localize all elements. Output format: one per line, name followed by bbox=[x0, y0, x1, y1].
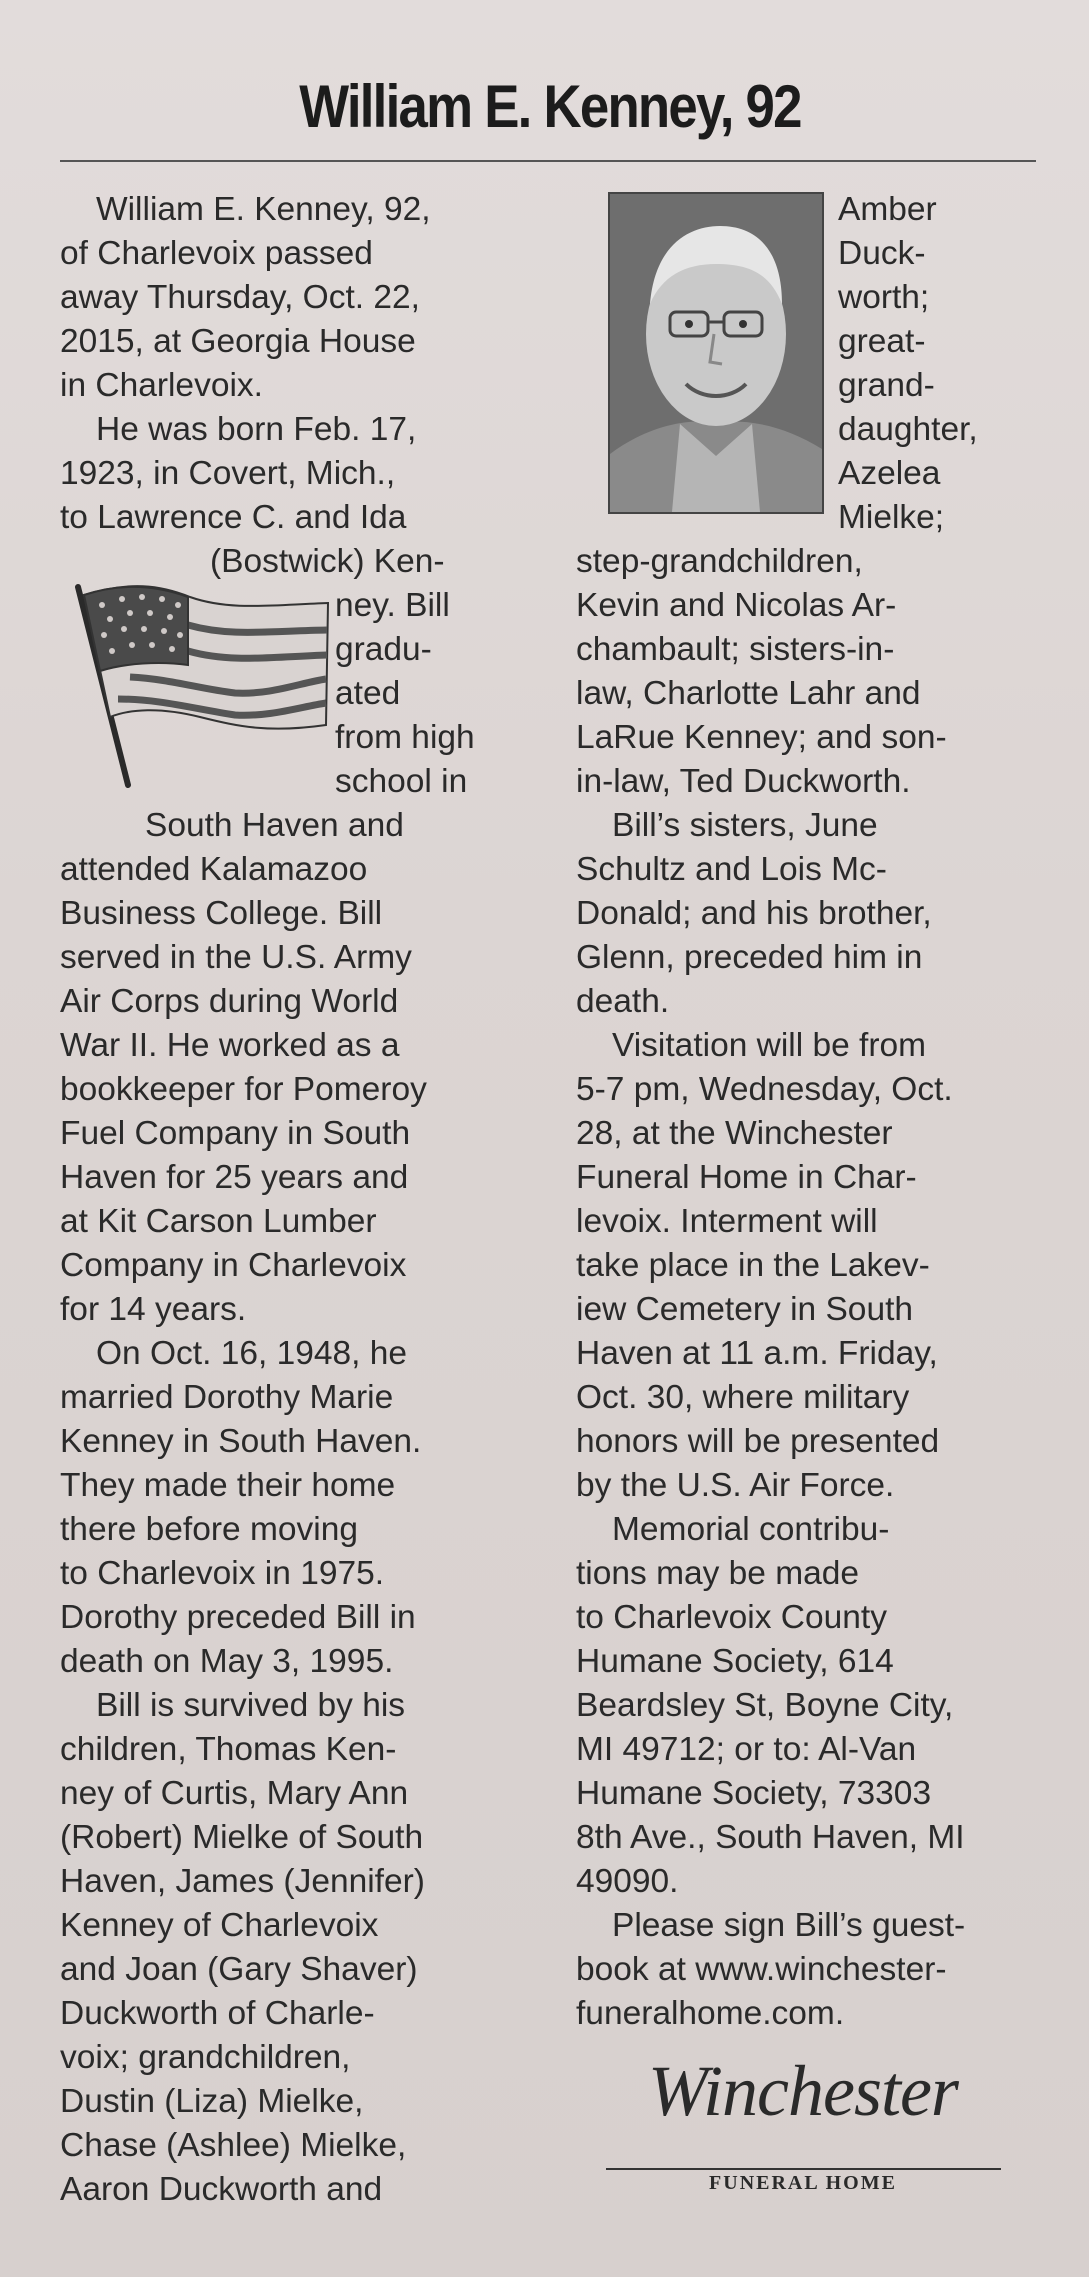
text-line: Haven, James (Jennifer) bbox=[60, 1863, 425, 1900]
text-line: Air Corps during World bbox=[60, 983, 399, 1020]
text-line: children, Thomas Ken- bbox=[60, 1731, 397, 1768]
text-line: War II. He worked as a bbox=[60, 1027, 400, 1064]
text-line: gradu- bbox=[335, 631, 432, 668]
text-line: from high bbox=[335, 719, 475, 756]
text-line: MI 49712; or to: Al-Van bbox=[576, 1731, 917, 1768]
text-line: Aaron Duckworth and bbox=[60, 2171, 383, 2208]
text-line: Duck- bbox=[838, 235, 926, 272]
text-line: Fuel Company in South bbox=[60, 1115, 411, 1152]
text-line: Bill’s sisters, June bbox=[612, 807, 878, 844]
text-line: Amber bbox=[838, 191, 937, 228]
text-line: Duckworth of Charle- bbox=[60, 1995, 375, 2032]
text-line: Memorial contribu- bbox=[612, 1511, 890, 1548]
text-line: ney. Bill bbox=[335, 587, 450, 624]
text-line: death on May 3, 1995. bbox=[60, 1643, 394, 1680]
text-line: Kenney in South Haven. bbox=[60, 1423, 422, 1460]
text-line: voix; grandchildren, bbox=[60, 2039, 351, 2076]
text-line: married Dorothy Marie bbox=[60, 1379, 394, 1416]
text-line: Humane Society, 73303 bbox=[576, 1775, 932, 1812]
text-line: William E. Kenney, 92, bbox=[96, 191, 431, 228]
text-line: Donald; and his brother, bbox=[576, 895, 932, 932]
text-line: ney of Curtis, Mary Ann bbox=[60, 1775, 409, 1812]
text-line: Schultz and Lois Mc- bbox=[576, 851, 887, 888]
text-line: (Robert) Mielke of South bbox=[60, 1819, 424, 1856]
text-line: away Thursday, Oct. 22, bbox=[60, 279, 420, 316]
text-line: Haven for 25 years and bbox=[60, 1159, 409, 1196]
text-line: daughter, bbox=[838, 411, 978, 448]
text-line: grand- bbox=[838, 367, 935, 404]
text-line: served in the U.S. Army bbox=[60, 939, 412, 976]
text-line: 2015, at Georgia House bbox=[60, 323, 416, 360]
text-line: Humane Society, 614 bbox=[576, 1643, 894, 1680]
text-line: step-grandchildren, bbox=[576, 543, 863, 580]
logo-wordmark: Winchester bbox=[648, 2051, 958, 2131]
text-line: ated bbox=[335, 675, 401, 712]
text-line: Please sign Bill’s guest- bbox=[612, 1907, 966, 1944]
portrait-photo bbox=[608, 192, 824, 514]
text-line: Funeral Home in Char- bbox=[576, 1159, 917, 1196]
text-line: Company in Charlevoix bbox=[60, 1247, 407, 1284]
text-line: Visitation will be from bbox=[612, 1027, 927, 1064]
text-line: Kenney of Charlevoix bbox=[60, 1907, 379, 1944]
text-line: funeralhome.com. bbox=[576, 1995, 845, 2032]
text-line: to Lawrence C. and Ida bbox=[60, 499, 407, 536]
text-line: Beardsley St, Boyne City, bbox=[576, 1687, 954, 1724]
text-line: Bill is survived by his bbox=[96, 1687, 406, 1724]
text-line: Glenn, preceded him in bbox=[576, 939, 923, 976]
text-line: for 14 years. bbox=[60, 1291, 247, 1328]
logo-rule bbox=[606, 2168, 1001, 2170]
obituary-headline: William E. Kenney, 92 bbox=[299, 73, 801, 140]
text-line: LaRue Kenney; and son- bbox=[576, 719, 947, 756]
text-line: 5-7 pm, Wednesday, Oct. bbox=[576, 1071, 953, 1108]
left-column bbox=[60, 188, 530, 2212]
text-line: tions may be made bbox=[576, 1555, 860, 1592]
text-line: iew Cemetery in South bbox=[576, 1291, 914, 1328]
text-line: take place in the Lakev- bbox=[576, 1247, 930, 1284]
text-line: 49090. bbox=[576, 1863, 679, 1900]
text-line: law, Charlotte Lahr and bbox=[576, 675, 921, 712]
text-line: to Charlevoix County bbox=[576, 1599, 887, 1636]
text-line: 28, at the Winchester bbox=[576, 1115, 893, 1152]
text-line: in-law, Ted Duckworth. bbox=[576, 763, 911, 800]
american-flag-icon bbox=[70, 575, 340, 795]
text-line: Azelea bbox=[838, 455, 941, 492]
text-line: honors will be presented bbox=[576, 1423, 940, 1460]
text-line: death. bbox=[576, 983, 670, 1020]
text-line: chambault; sisters-in- bbox=[576, 631, 895, 668]
text-line: South Haven and bbox=[145, 807, 404, 844]
text-line: Dustin (Liza) Mielke, bbox=[60, 2083, 364, 2120]
text-line: book at www.winchester- bbox=[576, 1951, 947, 1988]
text-line: to Charlevoix in 1975. bbox=[60, 1555, 385, 1592]
text-line: levoix. Interment will bbox=[576, 1203, 878, 1240]
text-line: On Oct. 16, 1948, he bbox=[96, 1335, 408, 1372]
text-line: He was born Feb. 17, bbox=[96, 411, 417, 448]
text-line: bookkeeper for Pomeroy bbox=[60, 1071, 427, 1108]
text-line: at Kit Carson Lumber bbox=[60, 1203, 377, 1240]
text-line: 8th Ave., South Haven, MI bbox=[576, 1819, 965, 1856]
text-line: of Charlevoix passed bbox=[60, 235, 373, 272]
text-line: by the U.S. Air Force. bbox=[576, 1467, 895, 1504]
logo-subtitle: FUNERAL HOME bbox=[709, 2172, 897, 2194]
winchester-logo bbox=[598, 2050, 1008, 2194]
text-line: Business College. Bill bbox=[60, 895, 383, 932]
text-line: there before moving bbox=[60, 1511, 358, 1548]
text-line: in Charlevoix. bbox=[60, 367, 263, 404]
text-line: Chase (Ashlee) Mielke, bbox=[60, 2127, 407, 2164]
text-line: attended Kalamazoo bbox=[60, 851, 368, 888]
text-line: They made their home bbox=[60, 1467, 396, 1504]
text-line: Oct. 30, where military bbox=[576, 1379, 910, 1416]
text-line: (Bostwick) Ken- bbox=[210, 543, 445, 580]
text-line: 1923, in Covert, Mich., bbox=[60, 455, 396, 492]
text-line: school in bbox=[335, 763, 468, 800]
text-line: Dorothy preceded Bill in bbox=[60, 1599, 416, 1636]
text-line: Kevin and Nicolas Ar- bbox=[576, 587, 897, 624]
headline-rule bbox=[60, 160, 1036, 162]
text-line: and Joan (Gary Shaver) bbox=[60, 1951, 418, 1988]
text-line: Haven at 11 a.m. Friday, bbox=[576, 1335, 938, 1372]
text-line: worth; bbox=[838, 279, 930, 316]
text-line: great- bbox=[838, 323, 926, 360]
text-line: Mielke; bbox=[838, 499, 945, 536]
